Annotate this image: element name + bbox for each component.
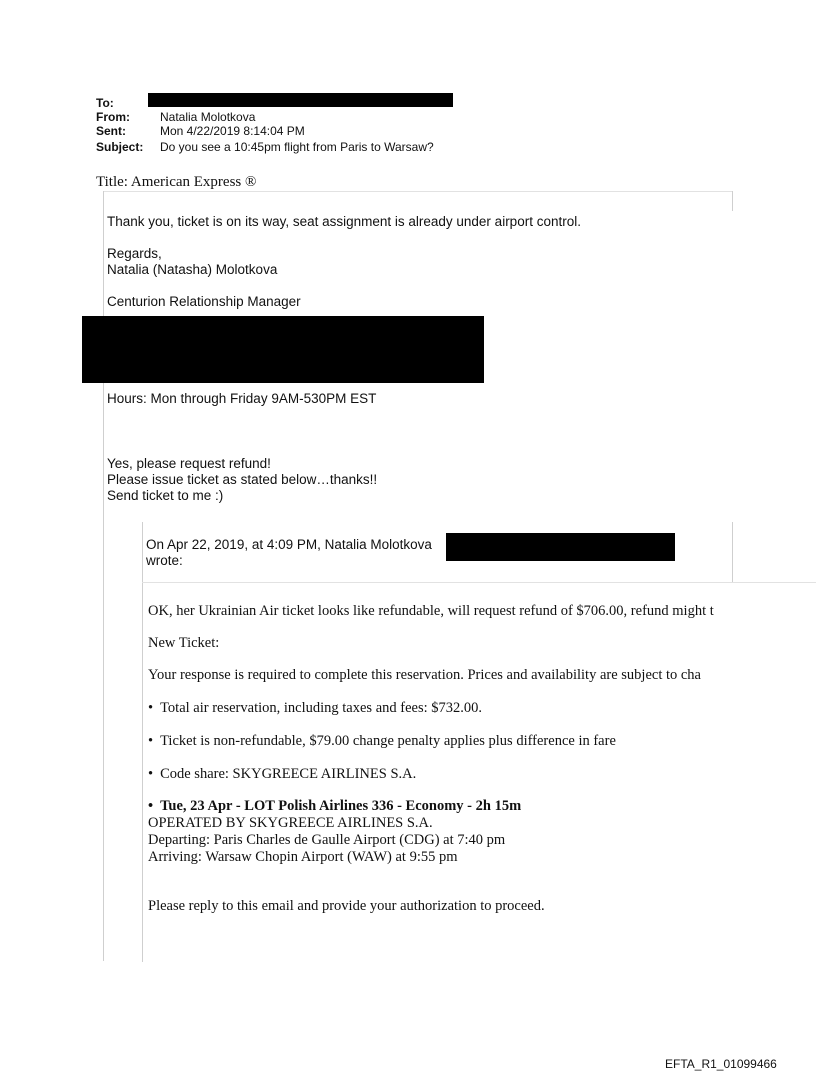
refund-line: OK, her Ukrainian Air ticket looks like refundable, will request refund of $706.00, refund might t	[148, 603, 714, 619]
bullet-item: • Total air reservation, including taxes and fees: $732.00.	[148, 700, 482, 716]
reply-name: Natalia (Natasha) Molotkova	[107, 262, 278, 277]
from-value: Natalia Molotkova	[160, 110, 256, 124]
bullet-text: Total air reservation, including taxes and fees: $732.00.	[160, 700, 482, 716]
divider	[103, 191, 733, 192]
flight-heading: • Tue, 23 Apr - LOT Polish Airlines 336 - Economy - 2h 15m	[148, 798, 522, 814]
frame-edge	[732, 191, 733, 211]
document-id: EFTA_R1_01099466	[665, 1057, 777, 1071]
to-label: To:	[96, 96, 114, 110]
quote-wrote: wrote:	[146, 553, 183, 568]
bullet-item: • Ticket is non-refundable, $79.00 change penalty applies plus difference in fare	[148, 733, 616, 749]
operated-by: OPERATED BY SKYGREECE AIRLINES S.A.	[148, 815, 433, 831]
subject-label: Subject:	[96, 140, 144, 154]
nested-divider	[142, 582, 816, 583]
quote-attribution: On Apr 22, 2019, at 4:09 PM, Natalia Molotkova	[146, 537, 432, 552]
nested-quote-border	[142, 522, 143, 962]
redacted-recipient	[148, 93, 453, 107]
flight-heading-text: Tue, 23 Apr - LOT Polish Airlines 336 - Economy - 2h 15m	[160, 798, 522, 814]
redacted-contact-block	[82, 316, 484, 383]
bullet-item: • Code share: SKYGREECE AIRLINES S.A.	[148, 766, 417, 782]
title-line: Title: American Express ®	[96, 174, 257, 190]
reply-role: Centurion Relationship Manager	[107, 294, 301, 309]
request-line-2: Please issue ticket as stated below…thanks!!	[107, 472, 378, 487]
reply-hours: Hours: Mon through Friday 9AM-530PM EST	[107, 391, 377, 406]
response-line: Your response is required to complete this reservation. Prices and availability are subject to cha	[148, 667, 701, 683]
bullet-text: Ticket is non-refundable, $79.00 change penalty applies plus difference in fare	[160, 733, 616, 749]
quote-border	[103, 191, 104, 961]
arriving-line: Arriving: Warsaw Chopin Airport (WAW) at 9:55 pm	[148, 849, 458, 865]
new-ticket-label: New Ticket:	[148, 635, 220, 651]
reply-regards: Regards,	[107, 246, 162, 261]
nested-frame-edge	[732, 522, 733, 582]
bullet-text: Code share: SKYGREECE AIRLINES S.A.	[160, 766, 417, 782]
from-label: From:	[96, 110, 130, 124]
sent-label: Sent:	[96, 124, 126, 138]
request-line-1: Yes, please request refund!	[107, 456, 271, 471]
subject-value: Do you see a 10:45pm flight from Paris to Warsaw?	[160, 140, 434, 154]
sent-value: Mon 4/22/2019 8:14:04 PM	[160, 124, 305, 138]
reply-line: Thank you, ticket is on its way, seat assignment is already under airport control.	[107, 214, 581, 229]
redacted-email	[446, 533, 675, 561]
departing-line: Departing: Paris Charles de Gaulle Airport (CDG) at 7:40 pm	[148, 832, 506, 848]
request-line-3: Send ticket to me :)	[107, 488, 224, 503]
reply-prompt: Please reply to this email and provide your authorization to proceed.	[148, 898, 545, 914]
